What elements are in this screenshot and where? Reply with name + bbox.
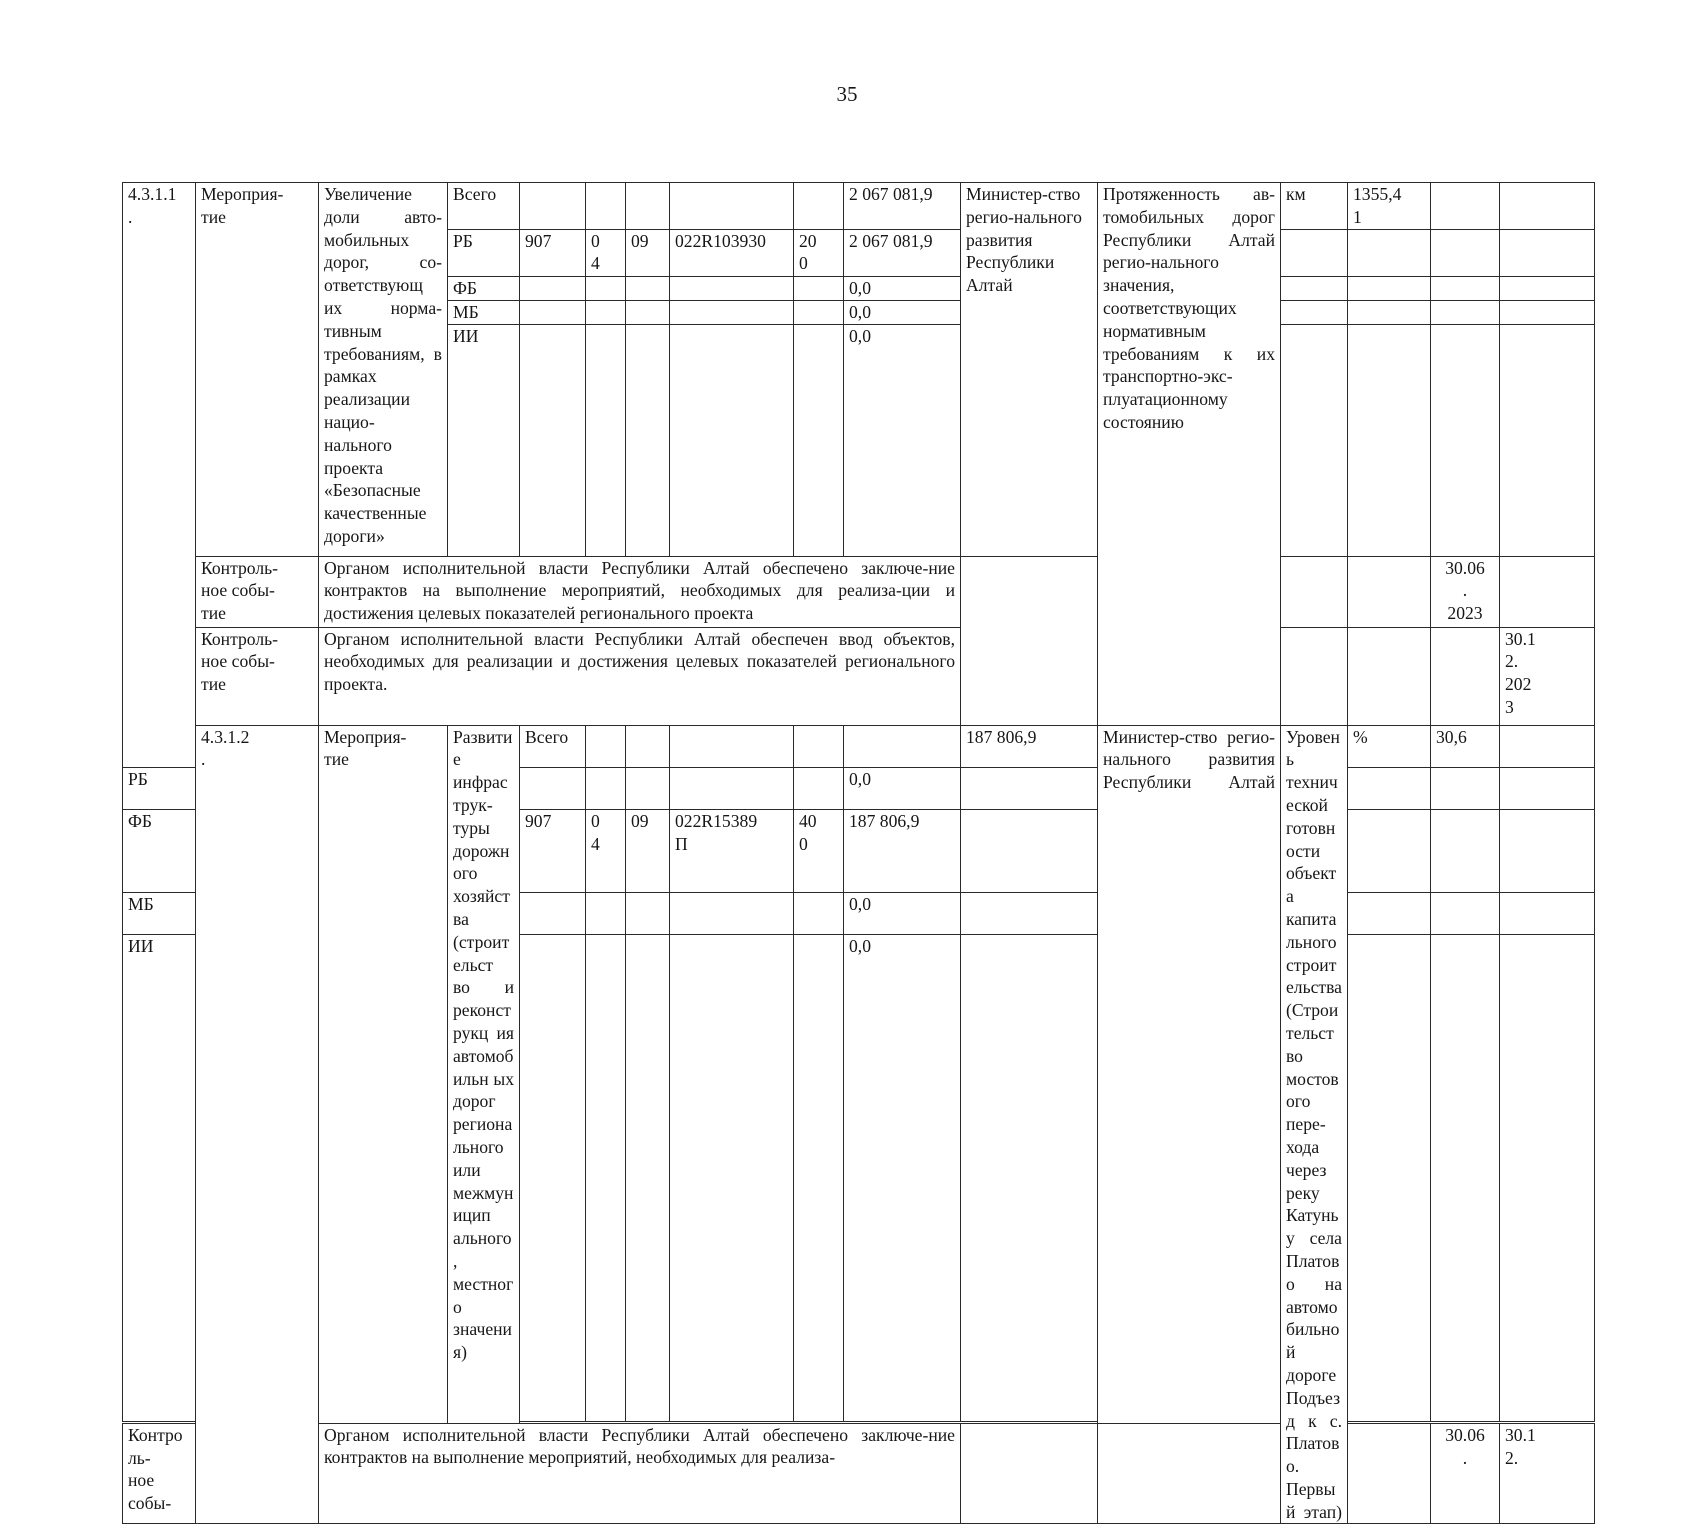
csr-code xyxy=(670,276,794,300)
indicator-value xyxy=(1348,276,1431,300)
control-event-row xyxy=(123,556,1595,627)
date-cell xyxy=(1500,300,1595,324)
date-cell xyxy=(1431,276,1500,300)
control-date-1: 30.06 . 2023 xyxy=(1431,556,1500,627)
control-event-text: Органом исполнительной власти Республики Алтай обеспечен ввод объектов, необходимых для реализации и достижения целевых показателей регионального проекта. xyxy=(319,627,961,725)
executor: Министер-ство регио-нального развития Республики Алтай xyxy=(1098,725,1281,1423)
executor xyxy=(961,556,1098,725)
control-event-type: Контроль- ное собы- тие xyxy=(196,627,319,725)
control-event-text: Органом исполнительной власти Республики Алтай обеспечено заключе-ние контрактов на выполнение мероприятий, необходимых для реализа- xyxy=(319,1423,961,1524)
grbs-code xyxy=(520,183,586,230)
csr-code xyxy=(670,767,794,809)
indicator-unit xyxy=(961,809,1098,892)
pr-code xyxy=(626,892,670,934)
program-activities-table xyxy=(122,182,1595,1524)
indicator-unit xyxy=(1281,300,1348,324)
funding-source: ИИ xyxy=(448,324,520,556)
funding-amount: 0,0 xyxy=(844,324,961,556)
grbs-code: 907 xyxy=(520,809,586,892)
funding-source: ИИ xyxy=(123,935,196,1422)
rz-code xyxy=(586,324,626,556)
rz-code xyxy=(626,725,670,767)
executor: Министер-ство регио-нального развития Республики Алтай xyxy=(961,183,1098,557)
rz-code: 0 4 xyxy=(586,229,626,276)
indicator-unit: % xyxy=(1348,725,1431,767)
control-event-row xyxy=(123,627,1595,725)
funding-amount: 0,0 xyxy=(844,892,961,934)
date-cell xyxy=(1500,767,1595,809)
csr-code xyxy=(794,725,844,767)
pr-code: 09 xyxy=(626,229,670,276)
rz-code xyxy=(586,276,626,300)
control-event-type: Контроль- ное собы- xyxy=(123,1423,196,1524)
control-event-type: Контроль- ное собы- тие xyxy=(196,556,319,627)
pr-code xyxy=(626,183,670,230)
rz-code xyxy=(586,935,626,1422)
grbs-code: 907 xyxy=(520,229,586,276)
indicator-value xyxy=(1348,627,1431,725)
vr-code: 20 0 xyxy=(794,229,844,276)
rz-code xyxy=(586,767,626,809)
pr-code xyxy=(626,324,670,556)
date-cell xyxy=(1500,276,1595,300)
csr-code xyxy=(670,935,794,1422)
indicator-value xyxy=(1348,229,1431,276)
funding-amount: 187 806,9 xyxy=(961,725,1098,767)
funding-source: МБ xyxy=(123,892,196,934)
indicator-unit xyxy=(961,935,1098,1422)
funding-amount: 2 067 081,9 xyxy=(844,229,961,276)
funding-amount: 0,0 xyxy=(844,276,961,300)
indicator-unit xyxy=(1281,627,1348,725)
date-cell xyxy=(1431,935,1500,1422)
indicator-value xyxy=(1348,556,1431,627)
indicator-unit: км xyxy=(1281,183,1348,230)
control-date-2 xyxy=(1500,556,1595,627)
funding-source: МБ xyxy=(448,300,520,324)
table-row xyxy=(123,725,1595,767)
indicator-unit xyxy=(1098,1423,1281,1524)
grbs-code xyxy=(520,276,586,300)
date-cell xyxy=(1431,183,1500,230)
control-date-2: 30.1 2. 202 3 xyxy=(1500,627,1595,725)
indicator-value xyxy=(1348,300,1431,324)
indicator-unit xyxy=(1281,229,1348,276)
funding-source: Всего xyxy=(520,725,586,767)
indicator-unit xyxy=(1281,324,1348,556)
date-cell xyxy=(1500,725,1595,767)
vr-code xyxy=(794,935,844,1422)
rz-code: 0 4 xyxy=(586,809,626,892)
indicator-value xyxy=(1348,809,1431,892)
indicator-name: Уровень технической готовности объекта капитального строительства (Строительство мостового пере-хода через реку Катунь у села Платово на автомобильной дороге Подъезд к с. Платово. Первый этап) xyxy=(1281,725,1348,1524)
indicator-value xyxy=(1348,1423,1431,1524)
pr-code xyxy=(626,935,670,1422)
funding-amount: 0,0 xyxy=(844,300,961,324)
funding-amount: 187 806,9 xyxy=(844,809,961,892)
csr-code xyxy=(670,324,794,556)
pr-code xyxy=(626,300,670,324)
activity-name: Увеличение доли авто-мобильных дорог, со-ответствующ их норма-тивным требованиям, в рамках реализации нацио-нального проекта «Безопасные качественные дороги» xyxy=(319,183,448,557)
date-cell xyxy=(1500,183,1595,230)
control-event-text: Органом исполнительной власти Республики Алтай обеспечено заключе-ние контрактов на выполнение мероприятий, необходимых для реализа-ции и достижения целевых показателей регионального проекта xyxy=(319,556,961,627)
indicator-value: 1355,4 1 xyxy=(1348,183,1431,230)
grbs-code xyxy=(586,725,626,767)
date-cell xyxy=(1500,935,1595,1422)
funding-amount: 0,0 xyxy=(844,767,961,809)
funding-source: РБ xyxy=(123,767,196,809)
indicator-unit xyxy=(1281,276,1348,300)
csr-code: 022R15389 П xyxy=(670,809,794,892)
date-cell xyxy=(1500,324,1595,556)
page-number: 35 xyxy=(836,82,858,106)
funding-source: РБ xyxy=(448,229,520,276)
control-date-1 xyxy=(1431,627,1500,725)
indicator-unit xyxy=(1281,556,1348,627)
control-date-1: 30.06 . xyxy=(1431,1423,1500,1524)
pr-code xyxy=(626,276,670,300)
grbs-code xyxy=(520,892,586,934)
funding-source: ФБ xyxy=(123,809,196,892)
date-cell xyxy=(1431,300,1500,324)
date-cell xyxy=(1500,229,1595,276)
csr-code: 022R103930 xyxy=(670,229,794,276)
grbs-code xyxy=(520,767,586,809)
table-row xyxy=(123,183,1595,230)
indicator-value xyxy=(1348,935,1431,1422)
indicator-value: 30,6 xyxy=(1431,725,1500,767)
funding-amount: 2 067 081,9 xyxy=(844,183,961,230)
pr-code xyxy=(670,725,794,767)
executor xyxy=(961,1423,1098,1524)
grbs-code xyxy=(520,300,586,324)
rz-code xyxy=(586,300,626,324)
activity-type: Мероприя- тие xyxy=(196,183,319,557)
grbs-code xyxy=(520,935,586,1422)
indicator-value xyxy=(1348,324,1431,556)
pr-code: 09 xyxy=(626,809,670,892)
activity-name: Развитие инфраструк-туры дорожного хозяйства (строительст во и реконструкц ия автомобильн ых дорог регионального или межмуницип ального, местного значения) xyxy=(448,725,520,1423)
date-cell xyxy=(1431,767,1500,809)
activity-number: 4.3.1.1 . xyxy=(123,183,196,768)
vr-code xyxy=(794,324,844,556)
rz-code xyxy=(586,183,626,230)
grbs-code xyxy=(520,324,586,556)
vr-code xyxy=(844,725,961,767)
rz-code xyxy=(586,892,626,934)
date-cell xyxy=(1431,809,1500,892)
vr-code xyxy=(794,276,844,300)
funding-amount: 0,0 xyxy=(844,935,961,1422)
csr-code xyxy=(670,183,794,230)
csr-code xyxy=(670,300,794,324)
funding-source: ФБ xyxy=(448,276,520,300)
date-cell xyxy=(1500,809,1595,892)
funding-source: Всего xyxy=(448,183,520,230)
vr-code xyxy=(794,767,844,809)
indicator-unit xyxy=(961,767,1098,809)
vr-code xyxy=(794,300,844,324)
control-event-row xyxy=(123,1423,1595,1524)
indicator-value xyxy=(1348,767,1431,809)
vr-code xyxy=(794,892,844,934)
indicator-value xyxy=(1348,892,1431,934)
activity-number: 4.3.1.2 . xyxy=(196,725,319,1524)
date-cell xyxy=(1431,324,1500,556)
date-cell xyxy=(1431,229,1500,276)
indicator-unit xyxy=(961,892,1098,934)
date-cell xyxy=(1431,892,1500,934)
vr-code: 40 0 xyxy=(794,809,844,892)
vr-code xyxy=(794,183,844,230)
control-date-2: 30.1 2. xyxy=(1500,1423,1595,1524)
activity-type: Мероприя- тие xyxy=(319,725,448,1423)
csr-code xyxy=(670,892,794,934)
date-cell xyxy=(1500,892,1595,934)
pr-code xyxy=(626,767,670,809)
indicator-name: Протяженность ав-томобильных дорог Республики Алтай регио-нального значения, соответствующих нормативным требованиям к их транспортно-экс-плуатационному состоянию xyxy=(1098,183,1281,726)
